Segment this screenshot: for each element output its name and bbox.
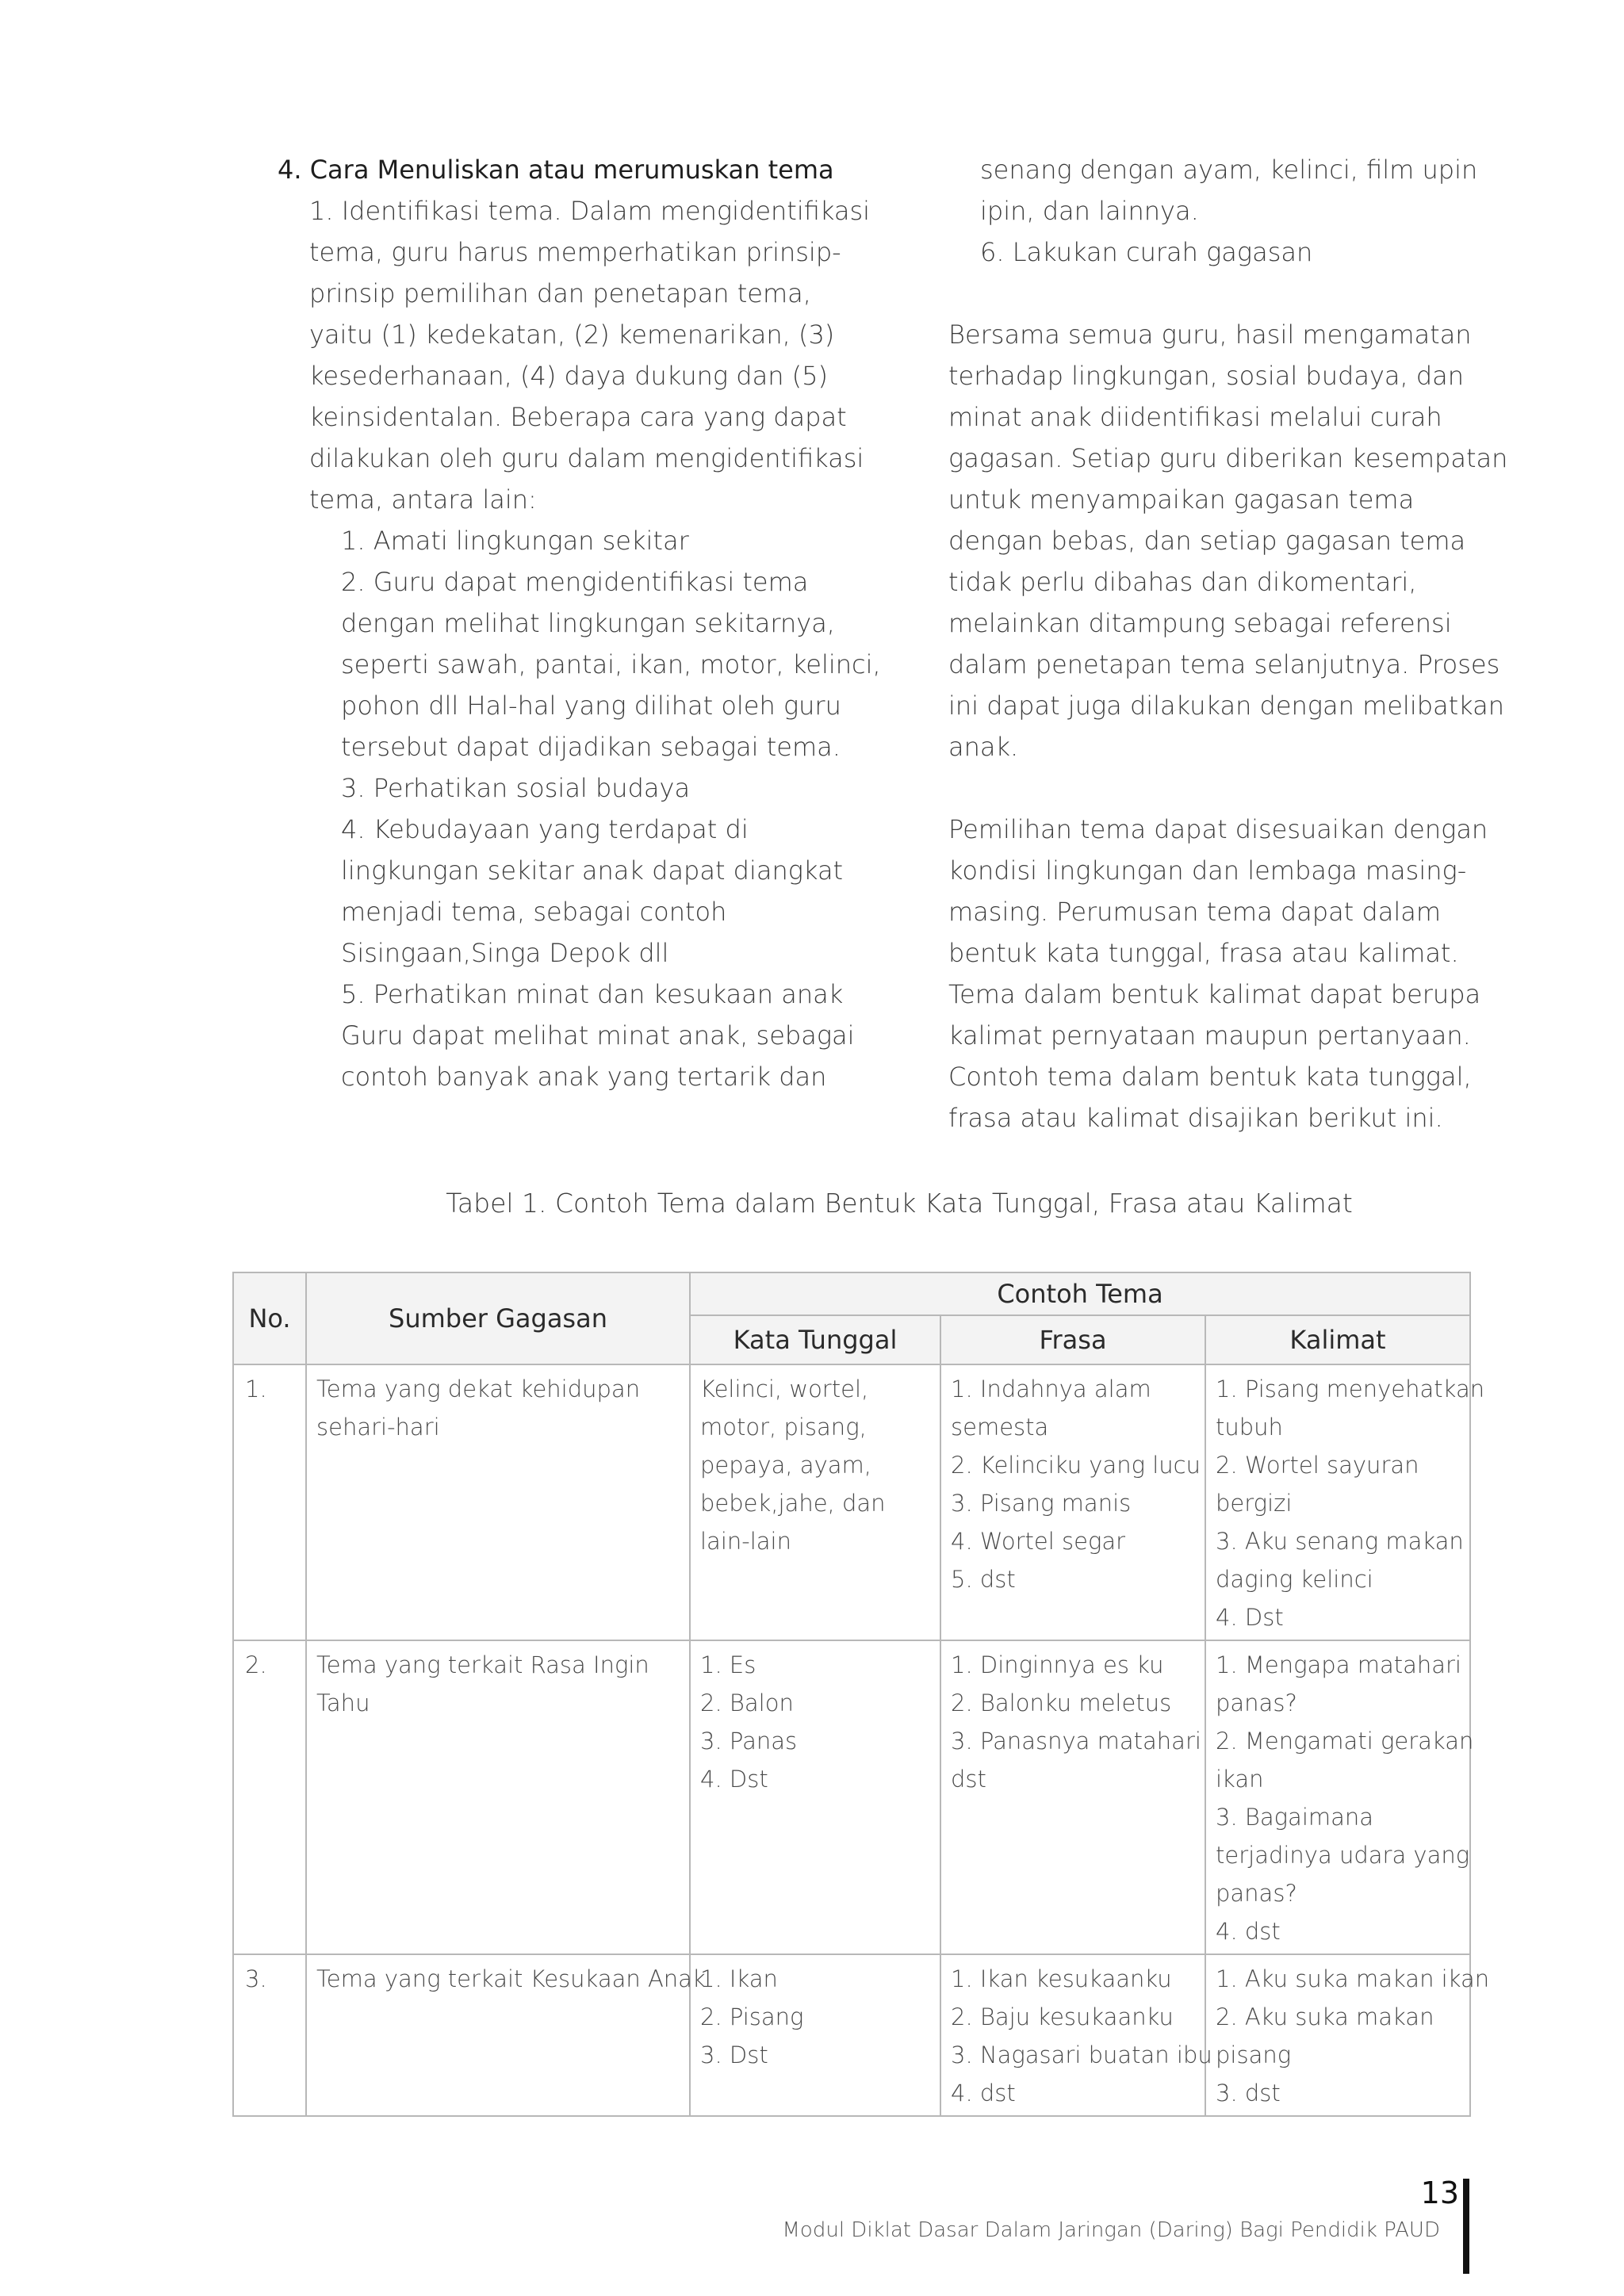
paragraph-line: kesederhanaan, (4) daya dukung dan (5) [309, 361, 828, 391]
sublist-line: 5. Perhatikan minat dan kesukaan anak [341, 979, 844, 1009]
paragraph-line: melainkan ditampung sebagai referensi [948, 608, 1452, 638]
paragraph-line: dengan bebas, dan setiap gagasan tema [948, 526, 1466, 556]
sublist-line: 1. Amati lingkungan sekitar [341, 526, 689, 556]
paragraph-line: gagasan. Setiap guru diberikan kesempatan [948, 443, 1508, 473]
table-caption-wrap [0, 1183, 1624, 1224]
sublist-line: 6. Lakukan curah gagasan [980, 237, 1313, 267]
paragraph-line: bentuk kata tunggal, frasa atau kalimat. [948, 938, 1459, 968]
paragraph-line: tema, guru harus memperhatikan prinsip- [309, 237, 841, 267]
paragraph-spacer [948, 767, 1488, 809]
cell-frasa: 1. Indahnya alam semesta 2. Kelinciku yang lucu 3. Pisang manis 4. Wortel segar 5. dst [940, 1364, 1205, 1640]
paragraph-line: dilakukan oleh guru dalam mengidentifikasi [309, 443, 864, 473]
paragraph-spacer [948, 273, 1488, 314]
sublist-line: Guru dapat melihat minat anak, sebagai [341, 1020, 855, 1050]
footer-divider-bar [1463, 2179, 1469, 2274]
identification-paragraph [278, 190, 871, 520]
paragraph-line: yaitu (1) kedekatan, (2) kemenarikan, (3) [309, 320, 835, 350]
sublist-line: 3. Perhatikan sosial budaya [341, 773, 691, 803]
header-frasa: Frasa [940, 1315, 1205, 1364]
sublist-line: menjadi tema, sebagai contoh [341, 897, 727, 927]
cell-sumber: Tema yang terkait Kesukaan Anak [306, 1954, 690, 2116]
sublist-continuation [948, 149, 1488, 273]
selection-paragraph [948, 809, 1488, 1138]
header-kata-tunggal: Kata Tunggal [690, 1315, 940, 1364]
paragraph-line: frasa atau kalimat disajikan berikut ini. [948, 1103, 1443, 1133]
cell-no: 2. [233, 1640, 306, 1954]
header-sumber-gagasan: Sumber Gagasan [306, 1272, 690, 1364]
paragraph-line: minat anak diidentifikasi melalui curah [948, 402, 1442, 432]
paragraph-line: tema, antara lain: [309, 484, 537, 515]
theme-table [232, 1272, 1490, 2117]
identification-sublist [278, 520, 881, 1097]
paragraph-line: Pemilihan tema dapat disesuaikan dengan [948, 814, 1488, 844]
cell-sumber: Tema yang terkait Rasa Ingin Tahu [306, 1640, 690, 1954]
paragraph-line: kondisi lingkungan dan lembaga masing- [948, 855, 1467, 886]
paragraph-line: 1. Identifikasi tema. Dalam mengidentifikasi [309, 196, 871, 226]
paragraph-line: ini dapat juga dilakukan dengan melibatkan [948, 691, 1505, 721]
sublist-line: contoh banyak anak yang tertarik dan [341, 1062, 827, 1092]
sublist-line: 2. Guru dapat mengidentifikasi tema [341, 567, 809, 597]
paragraph-line: untuk menyampaikan gagasan tema [948, 484, 1415, 515]
cell-sumber: Tema yang dekat kehidupan sehari-hari [306, 1364, 690, 1640]
cell-no: 1. [233, 1364, 306, 1640]
cell-kata-tunggal: Kelinci, wortel, motor, pisang, pepaya, ayam, bebek,jahe, dan lain-lain [690, 1364, 940, 1640]
paragraph-line: Tema dalam bentuk kalimat dapat berupa [948, 979, 1481, 1009]
paragraph-line: keinsidentalan. Beberapa cara yang dapat [309, 402, 847, 432]
header-contoh-tema: Contoh Tema [690, 1272, 1470, 1315]
cell-kata-tunggal: 1. Es 2. Balon 3. Panas 4. Dst [690, 1640, 940, 1954]
cell-frasa: 1. Ikan kesukaanku 2. Baju kesukaanku 3. Nagasari buatan ibu 4. dst [940, 1954, 1205, 2116]
sublist-line: tersebut dapat dijadikan sebagai tema. [341, 732, 841, 762]
header-kalimat: Kalimat [1205, 1315, 1470, 1364]
paragraph-line: terhadap lingkungan, sosial budaya, dan [948, 361, 1465, 391]
cell-kalimat: 1. Mengapa matahari panas? 2. Mengamati gerakan ikan 3. Bagaimana terjadinya udara yang panas? 4. dst [1205, 1640, 1470, 1954]
table-row [233, 1640, 1470, 1954]
cell-frasa: 1. Dinginnya es ku 2. Balonku meletus 3. Panasnya matahari dst [940, 1640, 1205, 1954]
header-no: No. [233, 1272, 306, 1364]
table-caption: Tabel 1. Contoh Tema dalam Bentuk Kata Tunggal, Frasa atau Kalimat [446, 1188, 1353, 1219]
footer-title: Modul Diklat Dasar Dalam Jaringan (Daring) Bagi Pendidik PAUD [782, 2218, 1440, 2242]
paragraph-line: prinsip pemilihan dan penetapan tema, [309, 278, 811, 308]
paragraph-line: tidak perlu dibahas dan dikomentari, [948, 567, 1417, 597]
left-column [278, 149, 881, 1097]
table-row [233, 1364, 1470, 1640]
brainstorm-paragraph [948, 314, 1508, 767]
section-heading: 4. Cara Menuliskan atau merumuskan tema [278, 155, 834, 185]
paragraph-line: kalimat pernyataan maupun pertanyaan. [948, 1020, 1471, 1050]
sublist-line: lingkungan sekitar anak dapat diangkat [341, 855, 844, 886]
sublist-line: seperti sawah, pantai, ikan, motor, kelinci, [341, 649, 881, 679]
paragraph-line: Bersama semua guru, hasil mengamatan [948, 320, 1472, 350]
paragraph-line: dalam penetapan tema selanjutnya. Proses [948, 649, 1500, 679]
sublist-line: dengan melihat lingkungan sekitarnya, [341, 608, 835, 638]
cell-kalimat: 1. Pisang menyehatkan tubuh 2. Wortel sayuran bergizi 3. Aku senang makan daging kelinci 4. Dst [1205, 1364, 1470, 1640]
sublist-line: Sisingaan,Singa Depok dll [341, 938, 669, 968]
right-column [948, 149, 1508, 1138]
sublist-line: pohon dll Hal-hal yang dilihat oleh guru [341, 691, 841, 721]
cell-kata-tunggal: 1. Ikan 2. Pisang 3. Dst [690, 1954, 940, 2116]
paragraph-line: Contoh tema dalam bentuk kata tunggal, [948, 1062, 1472, 1092]
page-number: 13 [1420, 2175, 1459, 2210]
sublist-line: senang dengan ayam, kelinci, film upin [980, 155, 1478, 185]
paragraph-line: masing. Perumusan tema dapat dalam [948, 897, 1441, 927]
sublist-line: 4. Kebudayaan yang terdapat di [341, 814, 749, 844]
cell-kalimat: 1. Aku suka makan ikan 2. Aku suka makan pisang 3. dst [1205, 1954, 1470, 2116]
table-row [233, 1954, 1470, 2116]
paragraph-line: anak. [948, 732, 1019, 762]
sublist-line: ipin, dan lainnya. [980, 196, 1199, 226]
cell-no: 3. [233, 1954, 306, 2116]
